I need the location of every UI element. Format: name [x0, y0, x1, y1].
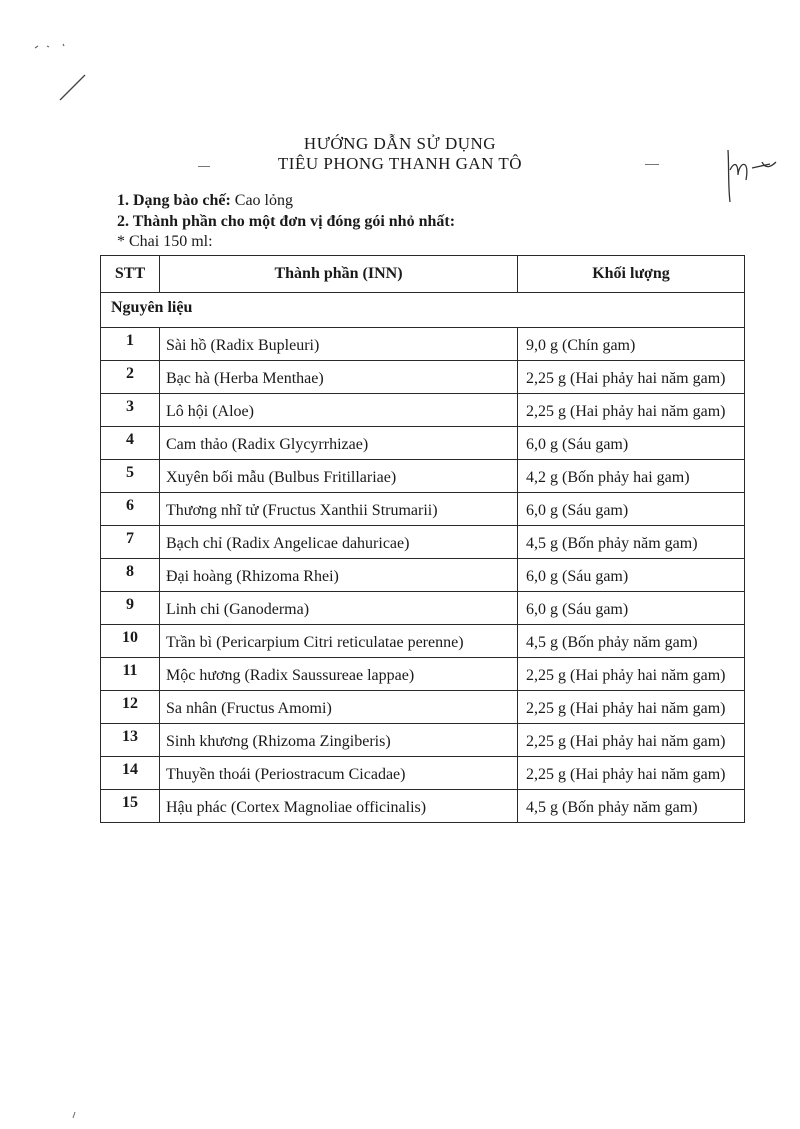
table-row — [101, 724, 745, 757]
ingredient-name: Bạc hà (Herba Menthae) — [160, 361, 518, 394]
ingredient-amount: 2,25 g (Hai phảy hai năm gam) — [518, 658, 745, 691]
table-row — [101, 790, 745, 823]
ingredient-amount: 4,5 g (Bốn phảy năm gam) — [518, 526, 745, 559]
ingredient-amount: 4,2 g (Bốn phảy hai gam) — [518, 460, 745, 493]
ingredient-amount: 6,0 g (Sáu gam) — [518, 427, 745, 460]
table-header-row — [101, 256, 745, 293]
table-row — [101, 559, 745, 592]
table-row — [101, 592, 745, 625]
ingredient-name: Sài hồ (Radix Bupleuri) — [160, 328, 518, 361]
table-row — [101, 460, 745, 493]
row-number: 11 — [101, 658, 160, 691]
group-row — [101, 293, 745, 328]
ingredient-name: Lô hội (Aloe) — [160, 394, 518, 427]
table-row — [101, 328, 745, 361]
row-number: 12 — [101, 691, 160, 724]
dosage-form-line — [117, 192, 293, 210]
ingredient-name: Thương nhĩ tử (Fructus Xanthii Strumarii) — [160, 493, 518, 526]
row-number: 14 — [101, 757, 160, 790]
header-ingredient: Thành phần (INN) — [160, 256, 518, 293]
row-number: 15 — [101, 790, 160, 823]
row-number: 7 — [101, 526, 160, 559]
ingredients-table — [100, 255, 745, 823]
row-number: 5 — [101, 460, 160, 493]
table-row — [101, 493, 745, 526]
ingredient-amount: 4,5 g (Bốn phảy năm gam) — [518, 625, 745, 658]
row-number: 4 — [101, 427, 160, 460]
ingredient-name: Linh chi (Ganoderma) — [160, 592, 518, 625]
ingredient-amount: 2,25 g (Hai phảy hai năm gam) — [518, 394, 745, 427]
header-stt: STT — [101, 256, 160, 293]
row-number: 2 — [101, 361, 160, 394]
ingredient-name: Xuyên bối mẫu (Bulbus Fritillariae) — [160, 460, 518, 493]
table-row — [101, 526, 745, 559]
composition-heading — [117, 213, 455, 231]
ingredient-name: Trần bì (Pericarpium Citri reticulatae perenne) — [160, 625, 518, 658]
row-number: 6 — [101, 493, 160, 526]
title-dash-right — [645, 164, 659, 165]
header-amount: Khối lượng — [518, 256, 745, 293]
ingredient-amount: 2,25 g (Hai phảy hai năm gam) — [518, 757, 745, 790]
table-row — [101, 757, 745, 790]
ingredient-amount: 2,25 g (Hai phảy hai năm gam) — [518, 691, 745, 724]
composition-label: 2. Thành phần cho một đơn vị đóng gói nhỏ nhất: — [117, 213, 456, 230]
group-label: Nguyên liệu — [101, 293, 745, 328]
table-row — [101, 691, 745, 724]
ingredient-name: Sinh khương (Rhizoma Zingiberis) — [160, 724, 518, 757]
dosage-form-label: 1. Dạng bào chế: — [117, 192, 231, 209]
ingredient-amount: 4,5 g (Bốn phảy năm gam) — [518, 790, 745, 823]
table-row — [101, 427, 745, 460]
ingredient-name: Đại hoàng (Rhizoma Rhei) — [160, 559, 518, 592]
handwritten-initials — [722, 140, 792, 210]
row-number: 9 — [101, 592, 160, 625]
row-number: 13 — [101, 724, 160, 757]
ingredient-name: Bạch chỉ (Radix Angelicae dahuricae) — [160, 526, 518, 559]
ingredient-amount: 2,25 g (Hai phảy hai năm gam) — [518, 361, 745, 394]
ingredient-amount: 6,0 g (Sáu gam) — [518, 559, 745, 592]
table-row — [101, 658, 745, 691]
scan-mark-bottom — [70, 1110, 80, 1120]
ingredient-amount: 2,25 g (Hai phảy hai năm gam) — [518, 724, 745, 757]
row-number: 8 — [101, 559, 160, 592]
scan-mark — [25, 30, 95, 110]
document-title-line2: TIÊU PHONG THANH GAN TÔ — [277, 154, 523, 173]
ingredient-name: Mộc hương (Radix Saussureae lappae) — [160, 658, 518, 691]
ingredient-amount: 6,0 g (Sáu gam) — [518, 592, 745, 625]
title-dash-left — [198, 166, 210, 167]
row-number: 3 — [101, 394, 160, 427]
ingredient-name: Hậu phác (Cortex Magnoliae officinalis) — [160, 790, 518, 823]
table-row — [101, 394, 745, 427]
bottle-note: * Chai 150 ml: — [117, 233, 213, 250]
ingredient-name: Sa nhân (Fructus Amomi) — [160, 691, 518, 724]
dosage-form-value: Cao lỏng — [230, 192, 293, 209]
table-row — [101, 361, 745, 394]
ingredient-amount: 6,0 g (Sáu gam) — [518, 493, 745, 526]
ingredient-amount: 9,0 g (Chín gam) — [518, 328, 745, 361]
row-number: 10 — [101, 625, 160, 658]
row-number: 1 — [101, 328, 160, 361]
table-row — [101, 625, 745, 658]
ingredient-name: Cam thảo (Radix Glycyrrhizae) — [160, 427, 518, 460]
document-title-line1: HƯỚNG DẪN SỬ DỤNG — [303, 134, 497, 153]
ingredient-name: Thuyền thoái (Periostracum Cicadae) — [160, 757, 518, 790]
